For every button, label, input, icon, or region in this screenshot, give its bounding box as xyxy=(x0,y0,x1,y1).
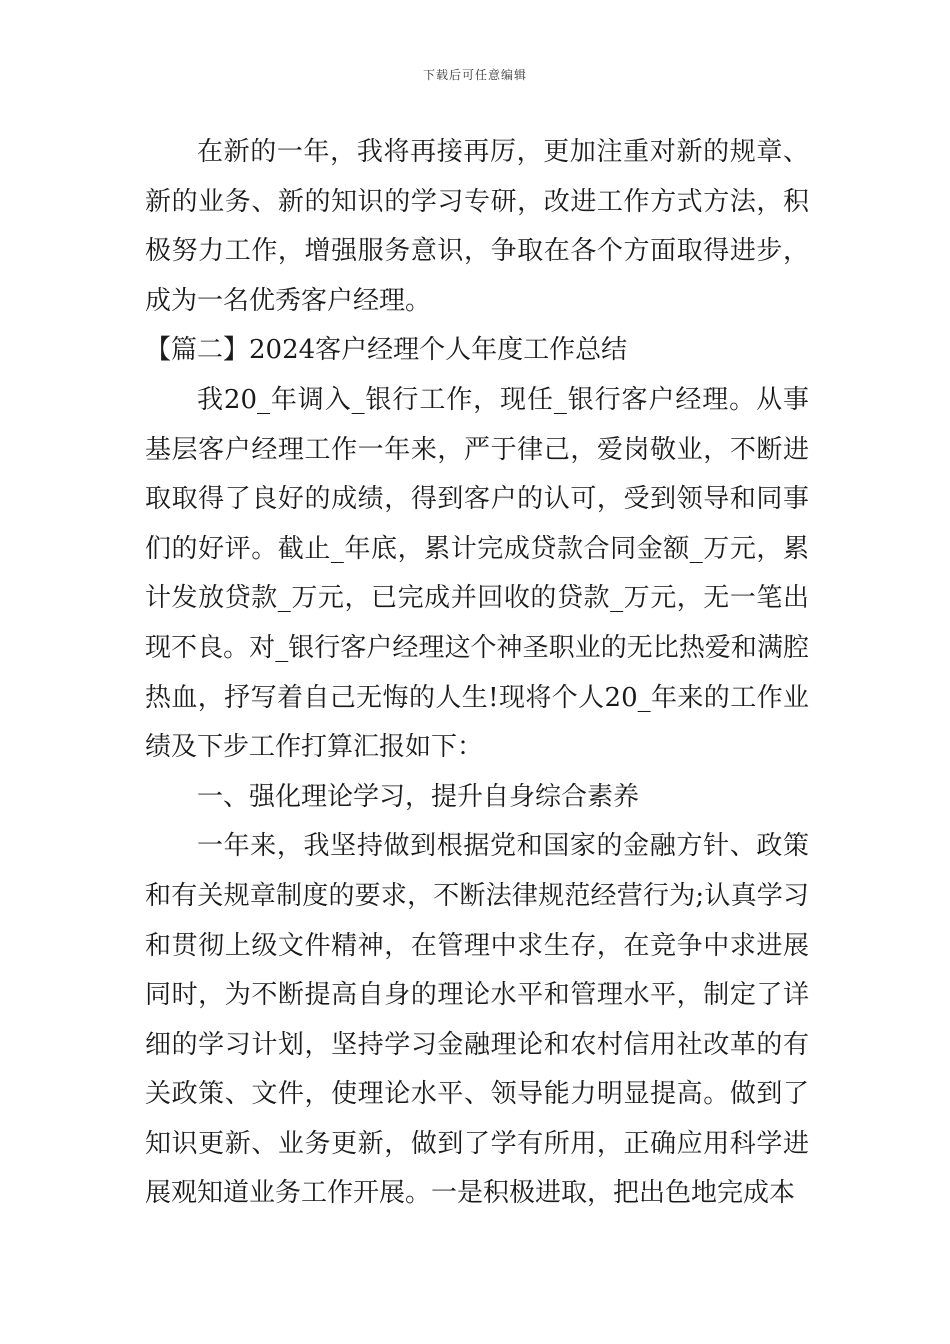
subheading: 一、强化理论学习，提升自身综合素养 xyxy=(197,781,640,812)
paragraph-intro: 我20_年调入_银行工作，现任_银行客户经理。从事基层客户经理工作一年来，严于律己，爱岗敬业，不断进取取得了良好的成绩，得到客户的认可，受到领导和同事们的好评。截止_年底，累计完成贷款合同金额_万元，累计发放贷款_万元，已完成并回收的贷款_万元，无一笔出现不良。对_银行客户经理这个神圣职业的无比热爱和满腔热血，抒写着自己无悔的人生!现将个人20_年来的工作业绩及下步工作打算汇报如下： xyxy=(145,384,809,763)
paragraph-closing: 在新的一年，我将再接再厉，更加注重对新的规章、新的业务、新的知识的学习专研，改进工作方式方法，积极努力工作，增强服务意识，争取在各个方面取得进步，成为一名优秀客户经理。 xyxy=(145,137,809,316)
document-body xyxy=(145,128,809,1219)
section-title: 【篇二】2024客户经理个人年度工作总结 xyxy=(145,335,628,366)
paragraph-study: 一年来，我坚持做到根据党和国家的金融方针、政策和有关规章制度的要求，不断法律规范经营行为;认真学习和贯彻上级文件精神，在管理中求生存，在竞争中求进展同时，为不断提高自身的理论水平和管理水平，制定了详细的学习计划，坚持学习金融理论和农村信用社改革的有关政策、文件，使理论水平、领导能力明显提高。做到了知识更新、业务更新，做到了学有所用，正确应用科学进展观知道业务工作开展。一是积极进取，把出色地完成本 xyxy=(145,831,809,1209)
header-note: 下载后可任意编辑 xyxy=(422,68,527,82)
